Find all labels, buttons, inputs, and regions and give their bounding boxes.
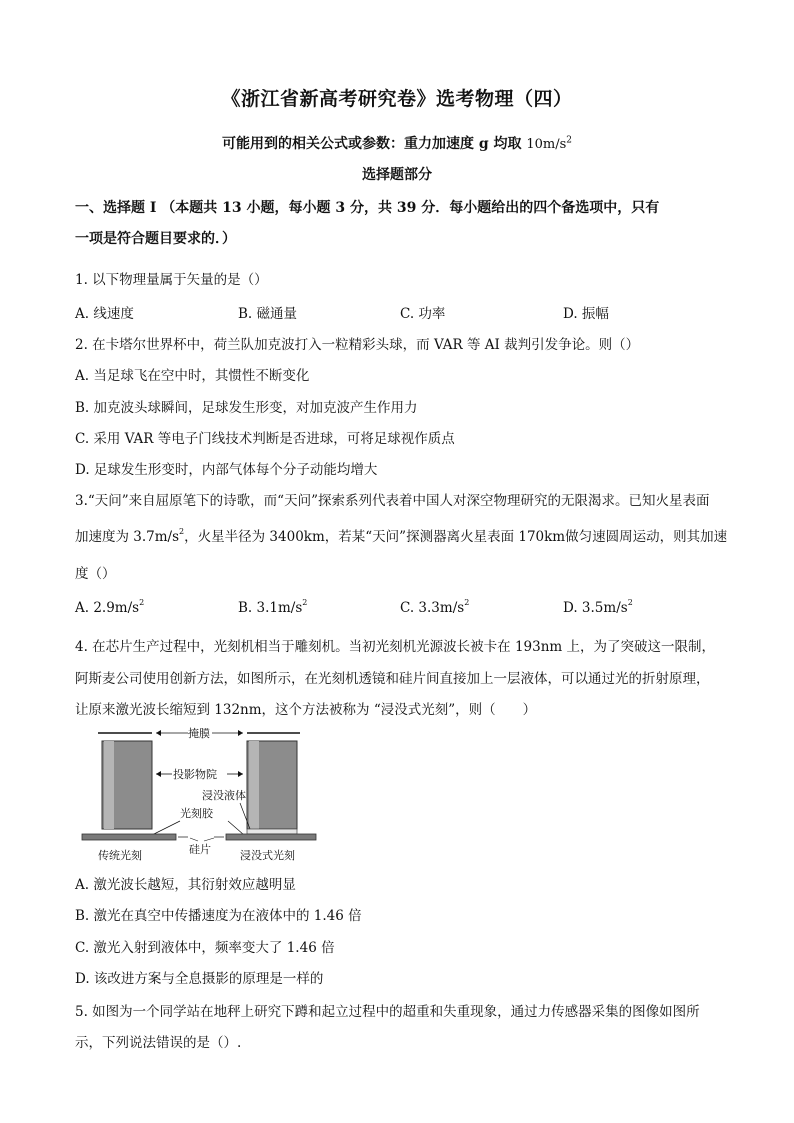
- q4-stem-line3: 让原来激光波长缩短到 132nm，这个方法被称为 “浸没式光刻”，则（ ）: [75, 702, 537, 718]
- q5-stem-line2: 示，下列说法错误的是（）.: [75, 1035, 242, 1051]
- label-lens: 投影物院: [173, 768, 217, 781]
- q4-option-c: C. 激光入射到液体中，频率变大了 1.46 倍: [75, 940, 335, 956]
- part1-instructions-line1: 一、选择题 I （本题共 13 小题，每小题 3 分，共 39 分．每小题给出的四个备选项中，只有: [75, 200, 660, 216]
- q1-stem: 1. 以下物理量属于矢量的是（）: [75, 272, 268, 288]
- q3-option-c-sup: 2: [464, 598, 470, 607]
- q1-option-c: C. 功率: [400, 306, 446, 322]
- q2-option-d: D. 足球发生形变时，内部气体每个分子动能均增大: [75, 462, 378, 478]
- part1-instructions-line2: 一项是符合题目要求的．）: [75, 231, 236, 247]
- left-lens-highlight: [104, 741, 114, 829]
- q3-option-a-sup: 2: [139, 598, 145, 607]
- label-wafer: 硅片: [189, 843, 211, 856]
- q3-stem-line2: [75, 525, 727, 545]
- q1-option-b: B. 磁通量: [238, 306, 298, 322]
- right-lens-highlight: [249, 741, 259, 829]
- immersion-liquid-layer: [247, 829, 297, 834]
- right-wafer: [226, 834, 316, 840]
- q3-option-b-sup: 2: [302, 598, 308, 607]
- label-resist: 光刻胶: [180, 807, 213, 820]
- q1-option-a: A. 线速度: [75, 306, 134, 322]
- formula-unit-sup: 2: [566, 135, 573, 146]
- q4-stem-line2: 阿斯麦公司使用创新方法，如图所示，在光刻机透镜和硅片间直接加上一层液体，可以通过光的折射原理，: [75, 671, 710, 687]
- q4-option-a: A. 激光波长越短，其衍射效应越明显: [75, 877, 296, 893]
- q3-accel-text: 加速度为 3.7m/s: [75, 529, 180, 545]
- q4-option-d: D. 该改进方案与全息摄影的原理是一样的: [75, 971, 324, 987]
- q3-stem-line3: 度（）: [75, 566, 116, 582]
- label-immersion: 浸没式光刻: [240, 849, 295, 862]
- formula-note-text: 可能用到的相关公式或参数：重力加速度 g 均取: [221, 136, 522, 152]
- q5-stem-line1: 5. 如图为一个同学站在地秤上研究下蹲和起立过程中的超重和失重现象，通过力传感器采集的图像如图所: [75, 1004, 700, 1020]
- q3-stem-line1: 3.“天问”来自屈原笔下的诗歌，而“天问”探索系列代表着中国人对深空物理研究的无限渴求。已知火星表面: [75, 493, 710, 509]
- formula-unit: 10m/s: [526, 137, 567, 152]
- q3-option-d-sup: 2: [627, 598, 633, 607]
- q4-option-b: B. 激光在真空中传播速度为在液体中的 1.46 倍: [75, 908, 362, 924]
- q2-option-c: C. 采用 VAR 等电子门线技术判断是否进球，可将足球视作质点: [75, 431, 455, 447]
- q3-option-b: B. $3.1m/s^2$: [238, 598, 308, 616]
- label-traditional: 传统光刻: [98, 849, 142, 862]
- formula-note: [0, 133, 794, 153]
- section-title: 选择题部分: [362, 167, 432, 183]
- q3-option-a: A. $2.9m/s^2$: [75, 598, 145, 616]
- q4-stem-line1: 4. 在芯片生产过程中，光刻机相当于雕刻机。当初光刻机光源波长被卡在 193nm 上，为了突破这一限制，: [75, 639, 716, 655]
- left-wafer: [82, 834, 176, 840]
- label-liquid: 浸没液体: [202, 789, 246, 802]
- q1-option-d: D. 振幅: [563, 306, 609, 322]
- q3-option-d: D. $3.5m/s^2$: [563, 598, 633, 616]
- page-title: 《浙江省新高考研究卷》选考物理（四）: [221, 88, 573, 110]
- q3-stem-line2-rest: ，火星半径为 3400km，若某“天问”探测器离火星表面 170km做匀速圆周运动，则其加速: [184, 529, 728, 545]
- q3-option-c: C. $3.3m/s^2$: [400, 598, 470, 616]
- q2-option-a: A. 当足球飞在空中时，其惯性不断变化: [75, 368, 310, 384]
- label-mask: 掩膜: [188, 727, 210, 740]
- lithography-diagram: [80, 725, 320, 865]
- q2-option-b: B. 加克波头球瞬间，足球发生形变，对加克波产生作用力: [75, 400, 418, 416]
- q2-stem: 2. 在卡塔尔世界杯中，荷兰队加克波打入一粒精彩头球，而 VAR 等 AI 裁判引发争论。则（）: [75, 337, 640, 353]
- q3-accel-sup: 2: [179, 527, 185, 536]
